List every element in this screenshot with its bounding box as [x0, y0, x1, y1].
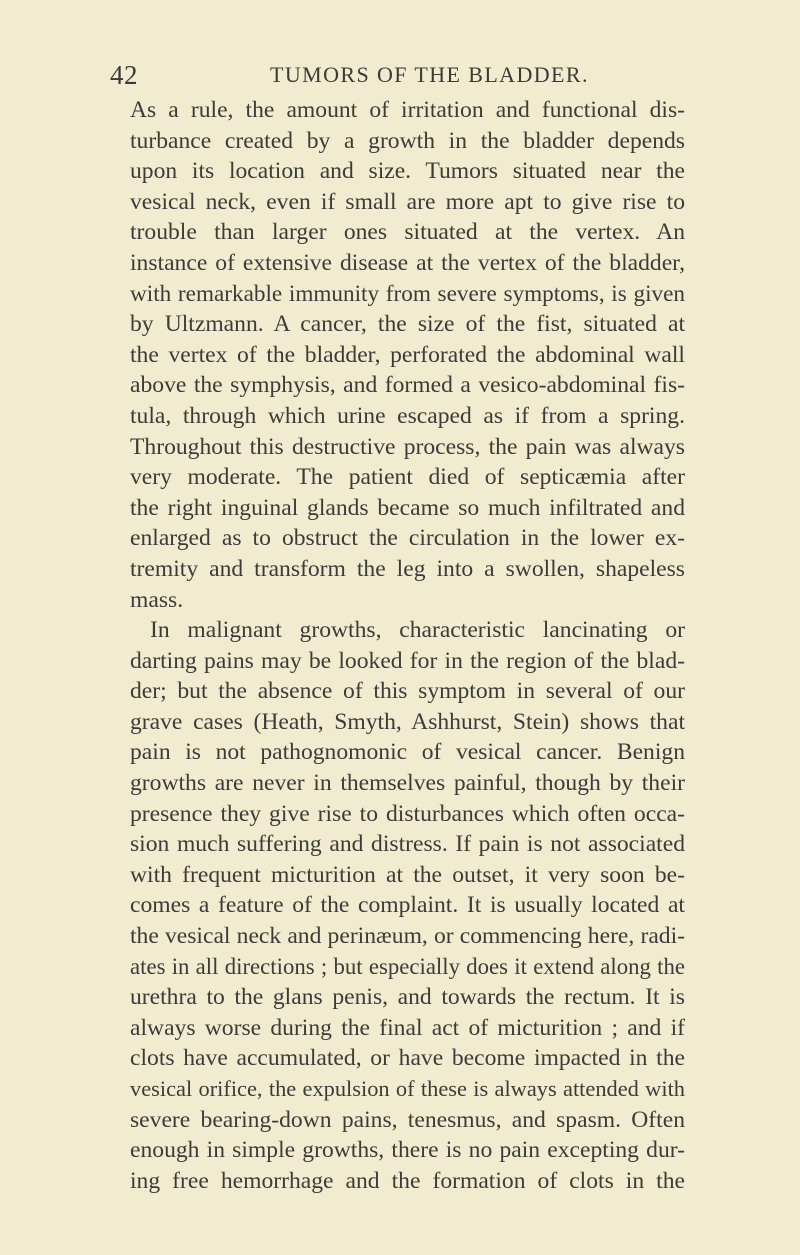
body-text	[130, 95, 685, 1196]
text-line: der; but the absence of this symptom in several of our	[130, 678, 685, 705]
text-line: growths are never in themselves painful, though by their	[130, 770, 685, 797]
page-header	[0, 58, 800, 92]
text-line: severe bearing-down pains, tenesmus, and spasm. Often	[130, 1106, 685, 1133]
text-line: presence they give rise to disturbances which often occa-	[130, 800, 685, 827]
text-line: the vesical neck and perinæum, or commencing here, radi-	[130, 923, 685, 950]
text-line: vesical neck, even if small are more apt to give rise to	[130, 188, 685, 215]
text-line: very moderate. The patient died of septicæmia after	[130, 464, 685, 491]
text-line: sion much suffering and distress. If pain is not associated	[130, 831, 685, 858]
text-line: urethra to the glans penis, and towards the rectum. It is	[130, 984, 685, 1011]
running-head: TUMORS OF THE BLADDER.	[270, 62, 589, 87]
text-line: with frequent micturition at the outset, it very soon be-	[130, 861, 685, 888]
text-line: always worse during the final act of micturition ; and if	[130, 1014, 685, 1041]
text-line: the vertex of the bladder, perforated the abdominal wall	[130, 341, 685, 368]
text-line: comes a feature of the complaint. It is usually located at	[130, 892, 685, 919]
text-line: vesical orifice, the expulsion of these is always attended with	[130, 1076, 685, 1101]
text-line: tremity and transform the leg into a swollen, shapeless	[130, 555, 685, 582]
text-line: enough in simple growths, there is no pain excepting dur-	[130, 1137, 685, 1164]
text-line: enlarged as to obstruct the circulation in the lower ex-	[130, 525, 685, 552]
text-line: mass.	[130, 586, 184, 613]
text-line: by Ultzmann. A cancer, the size of the fist, situated at	[130, 311, 685, 338]
text-line: In malignant growths, characteristic lancinating or	[150, 617, 685, 644]
text-line: ing free hemorrhage and the formation of clots in the	[130, 1167, 685, 1194]
text-line: darting pains may be looked for in the region of the blad-	[130, 647, 685, 674]
text-line: the right inguinal glands became so much infiltrated and	[130, 494, 685, 521]
text-line: ates in all directions ; but especially does it extend along the	[130, 953, 685, 979]
page-number: 42	[110, 60, 138, 90]
text-line: upon its location and size. Tumors situated near the	[130, 158, 685, 185]
text-line: Throughout this destructive process, the pain was always	[130, 433, 685, 460]
paragraph-2	[130, 615, 685, 1196]
text-line: clots have accumulated, or have become impacted in the	[130, 1045, 685, 1072]
text-line: trouble than larger ones situated at the vertex. An	[130, 219, 685, 246]
text-line: turbance created by a growth in the bladder depends	[130, 127, 685, 154]
text-line: with remarkable immunity from severe symptoms, is given	[130, 280, 685, 307]
paragraph-1	[130, 95, 685, 615]
text-line: above the symphysis, and formed a vesico-abdominal fis-	[130, 372, 685, 399]
text-line: As a rule, the amount of irritation and functional dis-	[130, 97, 685, 123]
text-line: pain is not pathognomonic of vesical cancer. Benign	[130, 739, 685, 766]
text-line: grave cases (Heath, Smyth, Ashhurst, Stein) shows that	[130, 708, 685, 735]
text-line: tula, through which urine escaped as if from a spring.	[130, 402, 685, 429]
text-line: instance of extensive disease at the vertex of the bladder,	[130, 249, 685, 276]
